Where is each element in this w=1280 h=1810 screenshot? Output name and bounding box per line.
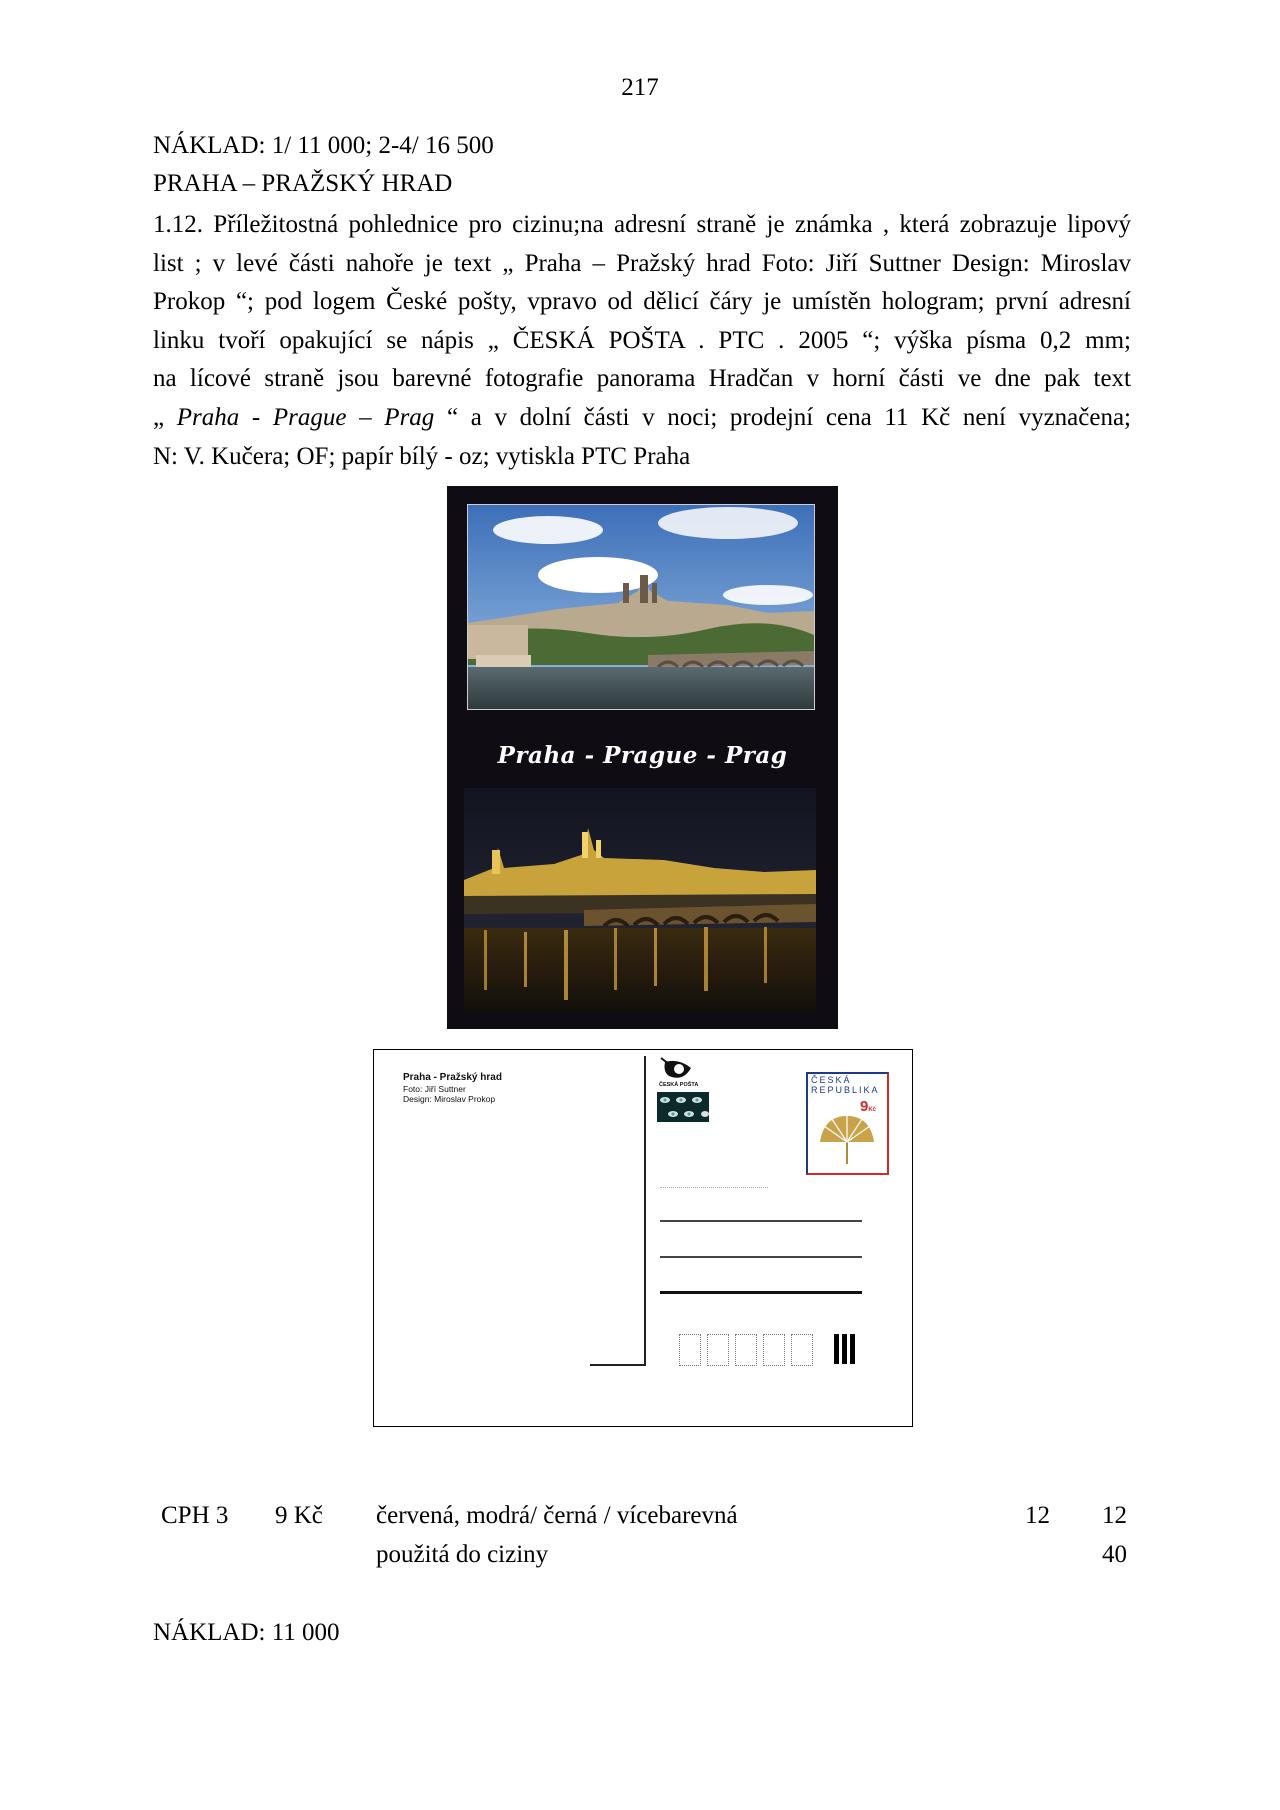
divider-foot [590, 1364, 646, 1366]
back-photo-credit: Foto: Jiří Suttner [403, 1084, 466, 1094]
zip-box [679, 1334, 701, 1366]
zip-box [707, 1334, 729, 1366]
entry-line-6 [153, 399, 1131, 438]
microtext-line [660, 1187, 768, 1188]
postage-stamp [806, 1072, 889, 1175]
divider-line [644, 1056, 646, 1366]
print-run-line: NÁKLAD: 1/ 11 000; 2-4/ 16 500 [153, 132, 494, 159]
address-line-1 [660, 1220, 862, 1222]
entry-description [153, 206, 1131, 476]
entry-line-5: na lícové straně jsou barevné fotografie panorama Hradčan v horní části ve dne pak text [153, 365, 1131, 393]
entry-line-1: 1.12. Příležitostná pohlednice pro cizinu;na adresní straně je známka , která zobrazuje lipový [153, 211, 1131, 238]
back-design-credit: Design: Miroslav Prokop [403, 1094, 496, 1104]
back-title: Praha - Pražský hrad [403, 1072, 502, 1083]
stamp-value-unit: Kč [868, 1107, 877, 1113]
sorting-bars [834, 1334, 858, 1369]
zip-box [791, 1334, 813, 1366]
stamp-value-number: 9 [860, 1098, 869, 1115]
stamp-country-line-2: REPUBLIKA [811, 1085, 880, 1095]
entry-line-4: linku tvoří opakující se nápis „ ČESKÁ POŠTA . PTC . 2005 “; výška písma 0,2 mm; [153, 326, 1131, 354]
day-panorama-photo [467, 504, 815, 710]
catalogue-value: 9 Kč [275, 1502, 323, 1529]
entry-line-3: Prokop “; pod logem České pošty, vpravo od dělicí čáry je umístěn hologram; první adresní [153, 288, 1131, 316]
entry-line-6-rest: “ a v dolní části v noci; prodejní cena 11 Kč není vyznačena; [434, 403, 1131, 431]
sorting-bar [834, 1334, 839, 1364]
logo-text: ČESKÁ POŠTA [659, 1082, 699, 1088]
catalogue-price-used: 12 [1102, 1502, 1127, 1529]
catalogue-abroad-label: použitá do ciziny [376, 1541, 549, 1568]
sorting-bar [842, 1334, 847, 1364]
catalogue-price-mint: 12 [1025, 1502, 1050, 1529]
day-panorama-illustration [468, 505, 814, 709]
entry-line-7: N: V. Kučera; OF; papír bílý - oz; vytiskla PTC Praha [153, 442, 691, 470]
catalogue-code: CPH 3 [161, 1502, 229, 1529]
stamp-country-line-1: ČESKÁ [811, 1075, 852, 1085]
hologram-icon [657, 1092, 709, 1122]
night-panorama-illustration [464, 788, 816, 1013]
sorting-bar [850, 1334, 855, 1364]
front-caption: Praha - Prague - Prag [497, 742, 788, 769]
section-title: PRAHA – PRAŽSKÝ HRAD [153, 170, 453, 197]
catalogue-colors: červená, modrá/ černá / vícebarevná [376, 1502, 738, 1529]
zip-box [763, 1334, 785, 1366]
post-horn-logo-icon [659, 1056, 699, 1082]
night-panorama-photo [464, 788, 816, 1013]
stamp-country [811, 1075, 880, 1095]
address-line-2 [660, 1256, 862, 1258]
italic-caption: Praha - Prague – Prag [176, 403, 435, 431]
address-line-3 [660, 1291, 862, 1294]
print-run-line-2: NÁKLAD: 11 000 [153, 1619, 340, 1646]
postcard-address-side [373, 1049, 913, 1427]
postcard-picture-side [447, 486, 838, 1029]
zip-box [735, 1334, 757, 1366]
quote-open: „ [153, 403, 177, 431]
linden-leaf-icon [816, 1112, 878, 1168]
catalogue-abroad-price: 40 [1102, 1541, 1127, 1568]
entry-line-2: list ; v levé části nahoře je text „ Praha – Pražský hrad Foto: Jiří Suttner Design: Miroslav [153, 249, 1131, 277]
page-number: 217 [621, 74, 659, 101]
